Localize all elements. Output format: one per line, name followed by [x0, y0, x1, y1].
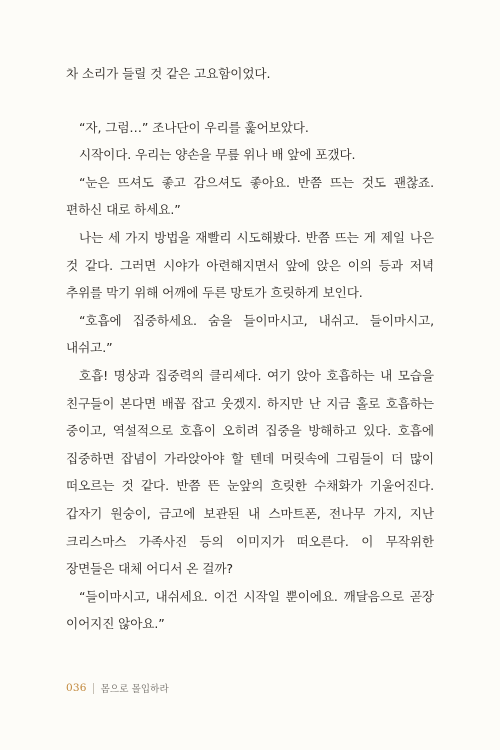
paragraph-6: “호흡에 집중하세요. 숨을 들이마시고, 내쉬고. 들이마시고, 내쉬고.” — [66, 312, 434, 356]
paragraph-2: “자, 그럼…” 조나단이 우리를 훑어보았다. — [79, 119, 309, 135]
page-footer — [66, 681, 169, 695]
page-body — [66, 60, 434, 638]
paragraph-4: “눈은 뜨셔도 좋고 감으셔도 좋아요. 반쯤 뜨는 것도 괜찮죠. 편하신 대로 하세요.” — [66, 174, 434, 218]
book-title: 몸으로 몰입하라 — [100, 684, 169, 695]
page-number: 036 — [66, 682, 87, 694]
footer-divider — [93, 683, 94, 694]
paragraph-3: 시작이다. 우리는 양손을 무릎 위나 배 앞에 포갰다. — [79, 147, 356, 163]
paragraph-5: 나는 세 가지 방법을 재빨리 시도해봤다. 반쯤 뜨는 게 제일 나은 것 같다. 그러면 시야가 아련해지면서 앞에 앉은 이의 등과 저녁 추위를 막기 위해 어깨에 두른 망토가 흐릿하게 보인다. — [66, 229, 434, 301]
paragraph-1: 차 소리가 들릴 것 같은 고요함이었다. — [66, 66, 271, 81]
paragraph-8: “들이마시고, 내쉬세요. 이건 시작일 뿐이에요. 깨달음으로 곧장 이어지진 않아요.” — [66, 588, 434, 632]
paragraph-7: 호흡! 명상과 집중력의 클리셰다. 여기 앉아 호흡하는 내 모습을 친구들이 본다면 배꼽 잡고 웃겠지. 하지만 난 지금 홀로 호흡하는 중이고, 역설적으로 호흡이 오히려 집중을 방해하고 있다. 호흡에 집중하면 잡념이 가라앉아야 할 텐데 머릿속에 그림들이 더 많이 떠오르는 것 같다. 반쯤 뜬 눈앞의 흐릿한 수채화가 기울어진다. 갑자기 원숭이, 금고에 보관된 내 스마트폰, 전나무 가지, 지난 크리스마스 가족사진 등의 이미지가 떠오른다. 이 무작위한 장면들은 대체 어디서 온 걸까? — [66, 367, 434, 577]
